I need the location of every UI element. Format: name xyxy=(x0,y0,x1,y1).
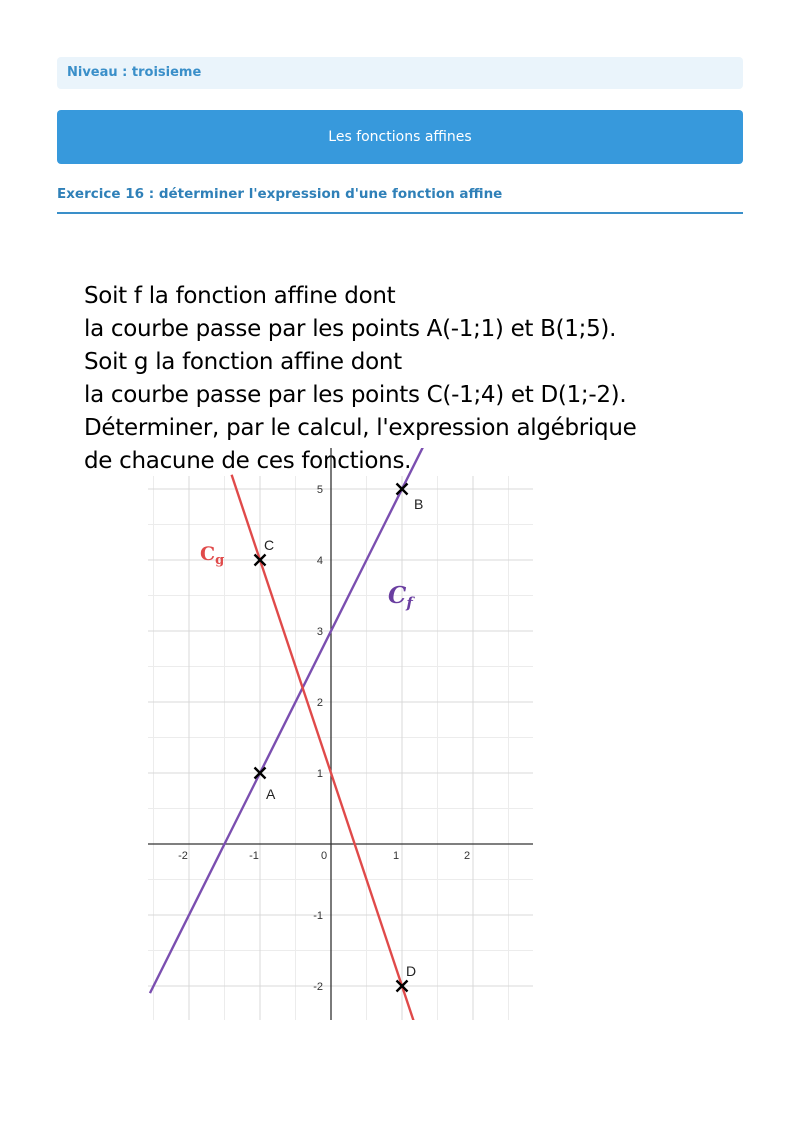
x-tick-label: 1 xyxy=(392,850,400,862)
statement-line: de chacune de ces fonctions. xyxy=(84,448,412,474)
level-bar xyxy=(57,57,743,89)
point-label: C xyxy=(264,537,275,553)
y-tick-label: -2 xyxy=(313,981,323,993)
x-tick-label: -1 xyxy=(249,850,259,862)
exercise-title-text: Exercice 16 : déterminer l'expression d'une fonction affine xyxy=(57,186,503,202)
point-label: D xyxy=(406,963,417,979)
curve-f-label xyxy=(388,582,415,612)
y-tick-label: 4 xyxy=(316,555,323,567)
curve-f xyxy=(150,448,427,993)
curve-g xyxy=(232,475,415,1020)
curve-f-letter: C xyxy=(388,582,407,609)
statement-line: la courbe passe par les points A(-1;1) et B(1;5). xyxy=(84,316,617,342)
statement-line: Déterminer, par le calcul, l'expression algébrique xyxy=(84,415,637,441)
curve-g-label xyxy=(200,543,224,568)
statement-line: Soit f la fonction affine dont xyxy=(84,283,396,309)
chapter-banner[interactable] xyxy=(57,110,743,164)
statement-line: Soit g la fonction affine dont xyxy=(84,349,402,375)
point-label: A xyxy=(266,786,276,802)
function-graph xyxy=(148,448,533,1020)
axes xyxy=(148,448,533,1020)
statement-line: la courbe passe par les points C(-1;4) et D(1;-2). xyxy=(84,382,627,408)
curve-g-letter: C xyxy=(200,543,216,565)
level-label: Niveau : troisieme xyxy=(67,65,202,80)
curve-f-subscript: f xyxy=(406,594,413,612)
exercise-title xyxy=(57,186,743,214)
curve-g-subscript: g xyxy=(215,553,225,568)
y-tick-label: 5 xyxy=(316,484,323,496)
y-tick-label: -1 xyxy=(313,910,323,922)
y-tick-label: 3 xyxy=(316,626,323,638)
point-label: B xyxy=(414,496,424,512)
x-tick-label: 2 xyxy=(463,850,471,862)
x-tick-label: -2 xyxy=(178,850,188,862)
curves xyxy=(150,448,427,1020)
y-tick-label: 1 xyxy=(316,768,323,780)
y-tick-label: 2 xyxy=(316,697,323,709)
chapter-title: Les fonctions affines xyxy=(328,129,472,145)
x-tick-label: 0 xyxy=(320,850,328,862)
